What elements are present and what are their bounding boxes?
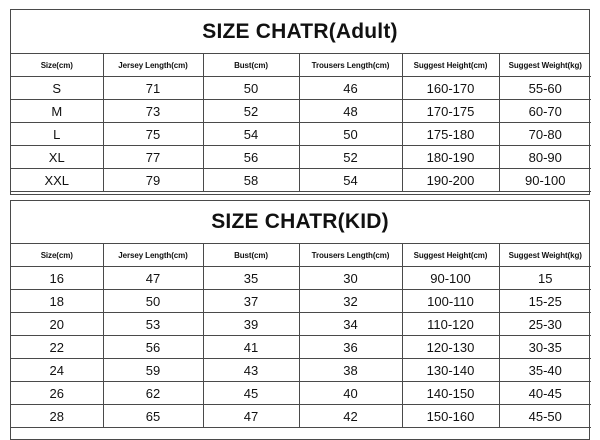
table-cell: 70-80 [499, 123, 591, 146]
table-row [11, 100, 591, 123]
table-cell: 50 [103, 290, 203, 313]
table-row [11, 77, 591, 100]
kid-chart-title: SIZE CHATR(KID) [11, 201, 589, 244]
kid-size-table [11, 244, 591, 428]
table-cell: 47 [103, 267, 203, 290]
table-cell: 55-60 [499, 77, 591, 100]
header-row [11, 54, 591, 77]
adult-chart-title: SIZE CHATR(Adult) [11, 10, 589, 54]
table-cell: 50 [203, 77, 299, 100]
table-cell: 54 [203, 123, 299, 146]
table-cell: 37 [203, 290, 299, 313]
column-header: Suggest Weight(kg) [499, 54, 591, 77]
column-header: Suggest Height(cm) [402, 244, 499, 267]
table-cell: 50 [299, 123, 402, 146]
table-cell: 56 [203, 146, 299, 169]
table-cell: 43 [203, 359, 299, 382]
table-cell: 79 [103, 169, 203, 192]
table-cell: M [11, 100, 103, 123]
table-cell: 30 [299, 267, 402, 290]
table-cell: 65 [103, 405, 203, 428]
table-cell: 18 [11, 290, 103, 313]
table-cell: 56 [103, 336, 203, 359]
table-cell: 20 [11, 313, 103, 336]
table-row [11, 382, 591, 405]
table-cell: 32 [299, 290, 402, 313]
table-cell: 45 [203, 382, 299, 405]
table-row [11, 146, 591, 169]
table-cell: XL [11, 146, 103, 169]
table-cell: 26 [11, 382, 103, 405]
table-cell: 52 [203, 100, 299, 123]
table-cell: 40 [299, 382, 402, 405]
column-header: Suggest Height(cm) [402, 54, 499, 77]
adult-size-chart [10, 9, 590, 195]
table-cell: 35-40 [499, 359, 591, 382]
table-cell: 41 [203, 336, 299, 359]
table-cell: S [11, 77, 103, 100]
table-cell: 90-100 [402, 267, 499, 290]
column-header: Size(cm) [11, 244, 103, 267]
table-cell: 170-175 [402, 100, 499, 123]
table-cell: 36 [299, 336, 402, 359]
table-row [11, 290, 591, 313]
table-cell: XXL [11, 169, 103, 192]
table-row [11, 169, 591, 192]
table-cell: 59 [103, 359, 203, 382]
table-cell: 54 [299, 169, 402, 192]
table-cell: 16 [11, 267, 103, 290]
header-row [11, 244, 591, 267]
table-cell: 38 [299, 359, 402, 382]
table-cell: 62 [103, 382, 203, 405]
table-cell: 22 [11, 336, 103, 359]
table-cell: 150-160 [402, 405, 499, 428]
table-row [11, 313, 591, 336]
column-header: Bust(cm) [203, 54, 299, 77]
table-cell: 52 [299, 146, 402, 169]
table-cell: 77 [103, 146, 203, 169]
kid-size-chart [10, 200, 590, 440]
table-cell: 75 [103, 123, 203, 146]
table-cell: 34 [299, 313, 402, 336]
table-row [11, 123, 591, 146]
table-cell: 42 [299, 405, 402, 428]
table-cell: 48 [299, 100, 402, 123]
table-cell: 35 [203, 267, 299, 290]
table-cell: 80-90 [499, 146, 591, 169]
table-row [11, 336, 591, 359]
column-header: Trousers Length(cm) [299, 244, 402, 267]
column-header: Bust(cm) [203, 244, 299, 267]
table-cell: 45-50 [499, 405, 591, 428]
table-row [11, 267, 591, 290]
table-cell: 28 [11, 405, 103, 428]
column-header: Jersey Length(cm) [103, 54, 203, 77]
table-cell: 110-120 [402, 313, 499, 336]
table-cell: 46 [299, 77, 402, 100]
table-row [11, 359, 591, 382]
column-header: Jersey Length(cm) [103, 244, 203, 267]
table-cell: 39 [203, 313, 299, 336]
table-cell: 73 [103, 100, 203, 123]
table-cell: 130-140 [402, 359, 499, 382]
column-header: Trousers Length(cm) [299, 54, 402, 77]
table-cell: 15 [499, 267, 591, 290]
table-cell: 190-200 [402, 169, 499, 192]
adult-size-table [11, 54, 591, 192]
table-cell: L [11, 123, 103, 146]
table-cell: 175-180 [402, 123, 499, 146]
column-header: Size(cm) [11, 54, 103, 77]
table-cell: 160-170 [402, 77, 499, 100]
table-cell: 120-130 [402, 336, 499, 359]
table-cell: 15-25 [499, 290, 591, 313]
table-cell: 90-100 [499, 169, 591, 192]
table-cell: 24 [11, 359, 103, 382]
table-cell: 40-45 [499, 382, 591, 405]
table-cell: 180-190 [402, 146, 499, 169]
table-cell: 58 [203, 169, 299, 192]
table-cell: 53 [103, 313, 203, 336]
table-cell: 60-70 [499, 100, 591, 123]
column-header: Suggest Weight(kg) [499, 244, 591, 267]
table-cell: 71 [103, 77, 203, 100]
table-cell: 30-35 [499, 336, 591, 359]
table-cell: 140-150 [402, 382, 499, 405]
table-cell: 47 [203, 405, 299, 428]
table-row [11, 405, 591, 428]
table-cell: 25-30 [499, 313, 591, 336]
table-cell: 100-110 [402, 290, 499, 313]
